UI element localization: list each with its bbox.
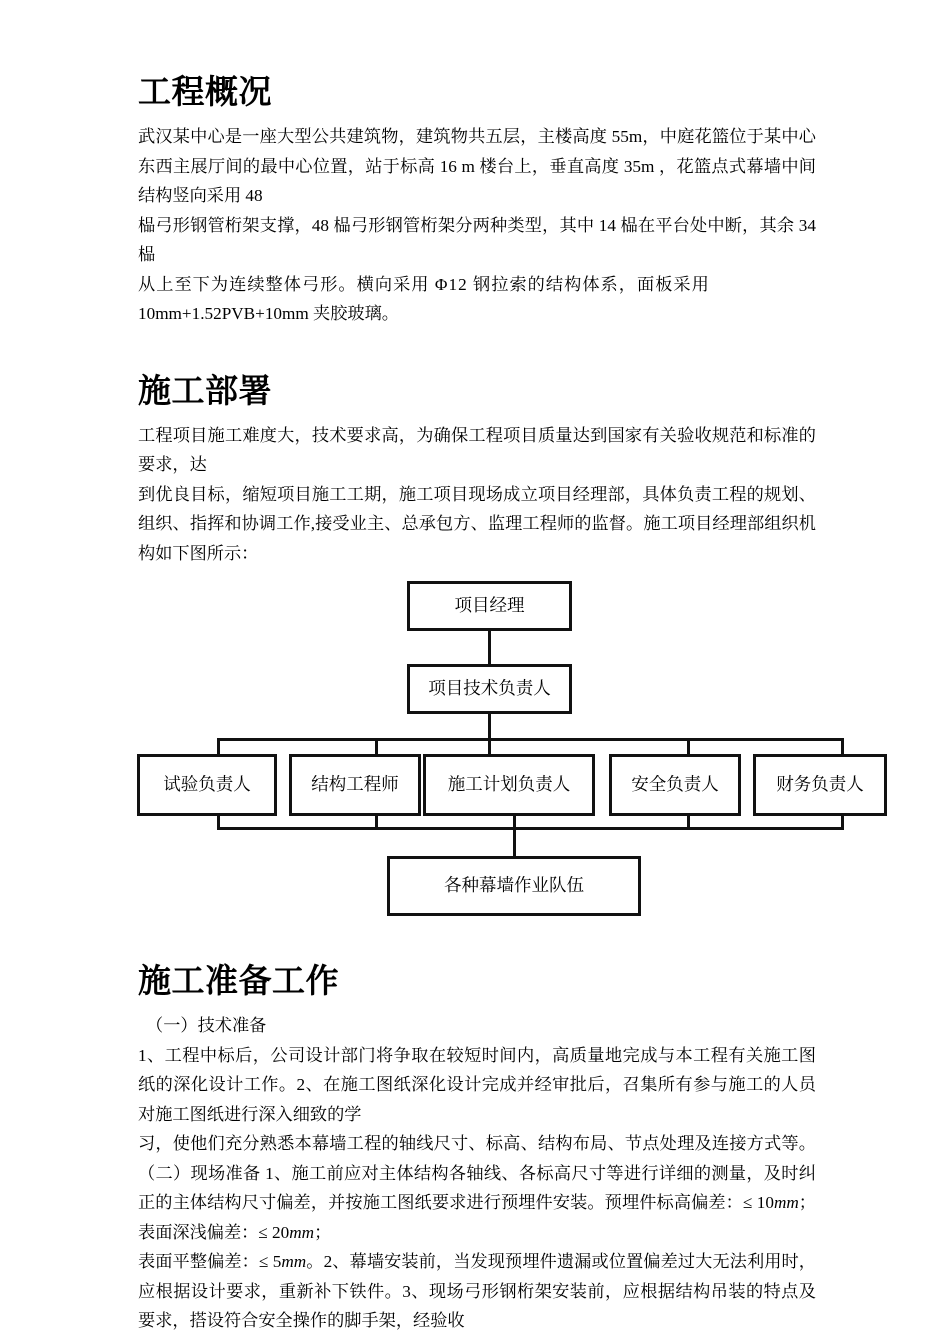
org-connector-pm-to-tech bbox=[488, 628, 491, 665]
org-node-project-manager bbox=[407, 581, 572, 631]
org-node-safety-lead bbox=[609, 754, 741, 816]
org-node-construction-plan-lead bbox=[423, 754, 595, 816]
paragraph-overview-2: 榀弓形钢管桁架支撑，48 榀弓形钢管桁架分两种类型，其中 14 榀在平台处中断，其余 34 榀 bbox=[138, 215, 816, 264]
page-title-construction-preparation: 施工准备工作 bbox=[138, 962, 339, 999]
paragraph-preparation-2: 习，使他们充分熟悉本幕墙工程的轴线尺寸、标高、结构布局、节点处理及连接方式等。（二）现场准备 1、施工前应对主体结构各轴线、各标高尺寸等进行详细的测量，及时纠正的主体结构尺寸偏差，并按施工图纸要求进行预埋件安装。预埋件标高偏差：≤ 10mm；表面深浅偏差：≤ 20mm； bbox=[138, 1134, 816, 1242]
org-node-finance-lead bbox=[753, 754, 887, 816]
paragraph-deployment-2: 到优良目标，缩短项目施工工期，施工项目现场成立项目经理部，具体负责工程的规划、组织、指挥和协调工作,接受业主、总承包方、监理工程师的监督。施工项目经理部组织机构如下图所示： bbox=[138, 484, 816, 563]
org-node-label: 各种幕墙作业队伍 bbox=[444, 875, 584, 896]
org-node-structural-engineer bbox=[289, 754, 421, 816]
paragraph-preparation-3: 表面平整偏差：≤ 5mm。2、幕墙安装前，当发现预埋件遗漏或位置偏差过大无法利用时，应根据设计要求，重新补下铁件。3、现场弓形钢桁架安装前，应根据结构吊装的特点及要求，搭设符合安全操作的脚手架，经验收 bbox=[138, 1252, 816, 1330]
document-content bbox=[138, 0, 864, 1336]
org-drop-dept-5 bbox=[841, 738, 844, 754]
page-title-construction-deployment: 施工部署 bbox=[138, 371, 272, 409]
org-node-label: 项目经理 bbox=[454, 595, 525, 616]
org-connector-bus-to-crew bbox=[513, 827, 516, 859]
org-node-curtain-wall-crew bbox=[387, 856, 641, 916]
org-node-label: 项目技术负责人 bbox=[428, 678, 551, 699]
paragraph-overview-wide-line: 从上至下为连续整体弓形。横向采用 Φ12 钢拉索的结构体系，面板采用 bbox=[138, 274, 710, 294]
org-drop-dept-1 bbox=[217, 738, 220, 754]
subheading-technical-preparation: （一）技术准备 bbox=[146, 1016, 267, 1035]
paragraph-overview-1: 武汉某中心是一座大型公共建筑物，建筑物共五层，主楼高度 55m，中庭花篮位于某中心东西主展厅间的最中心位置，站于标高 16 m 楼台上，垂直高度 35m ，花篮点式幕墙中间结构竖向采用 48 bbox=[138, 127, 816, 205]
paragraph-overview-glass-spec: 10mm+1.52PVB+10mm 夹胶玻璃。 bbox=[138, 304, 399, 323]
org-chart-diagram bbox=[135, 576, 915, 916]
org-drop-dept-4 bbox=[687, 738, 690, 754]
org-node-label: 施工计划负责人 bbox=[447, 774, 571, 795]
org-bus-top bbox=[217, 738, 844, 741]
paragraph-preparation-1: 1、工程中标后，公司设计部门将争取在较短时间内，高质量地完成与本工程有关施工图纸的深化设计工作。2、在施工图纸深化设计完成并经审批后，召集所有参与施工的人员对施工图纸进行深入细致的学 bbox=[138, 1045, 816, 1124]
org-node-test-lead bbox=[137, 754, 277, 816]
org-bus-bottom bbox=[217, 827, 844, 830]
page-title-engineering-overview: 工程概况 bbox=[138, 73, 272, 110]
org-node-label: 安全负责人 bbox=[631, 774, 719, 795]
org-node-label: 结构工程师 bbox=[311, 774, 399, 795]
org-node-technical-lead bbox=[407, 664, 572, 714]
org-node-label: 试验负责人 bbox=[163, 774, 251, 795]
paragraph-deployment-1: 工程项目施工难度大，技术要求高，为确保工程项目质量达到国家有关验收规范和标准的要求，达 bbox=[138, 425, 816, 474]
org-node-label: 财务负责人 bbox=[776, 774, 864, 795]
org-drop-dept-2 bbox=[375, 738, 378, 754]
org-drop-dept-3 bbox=[488, 738, 491, 754]
